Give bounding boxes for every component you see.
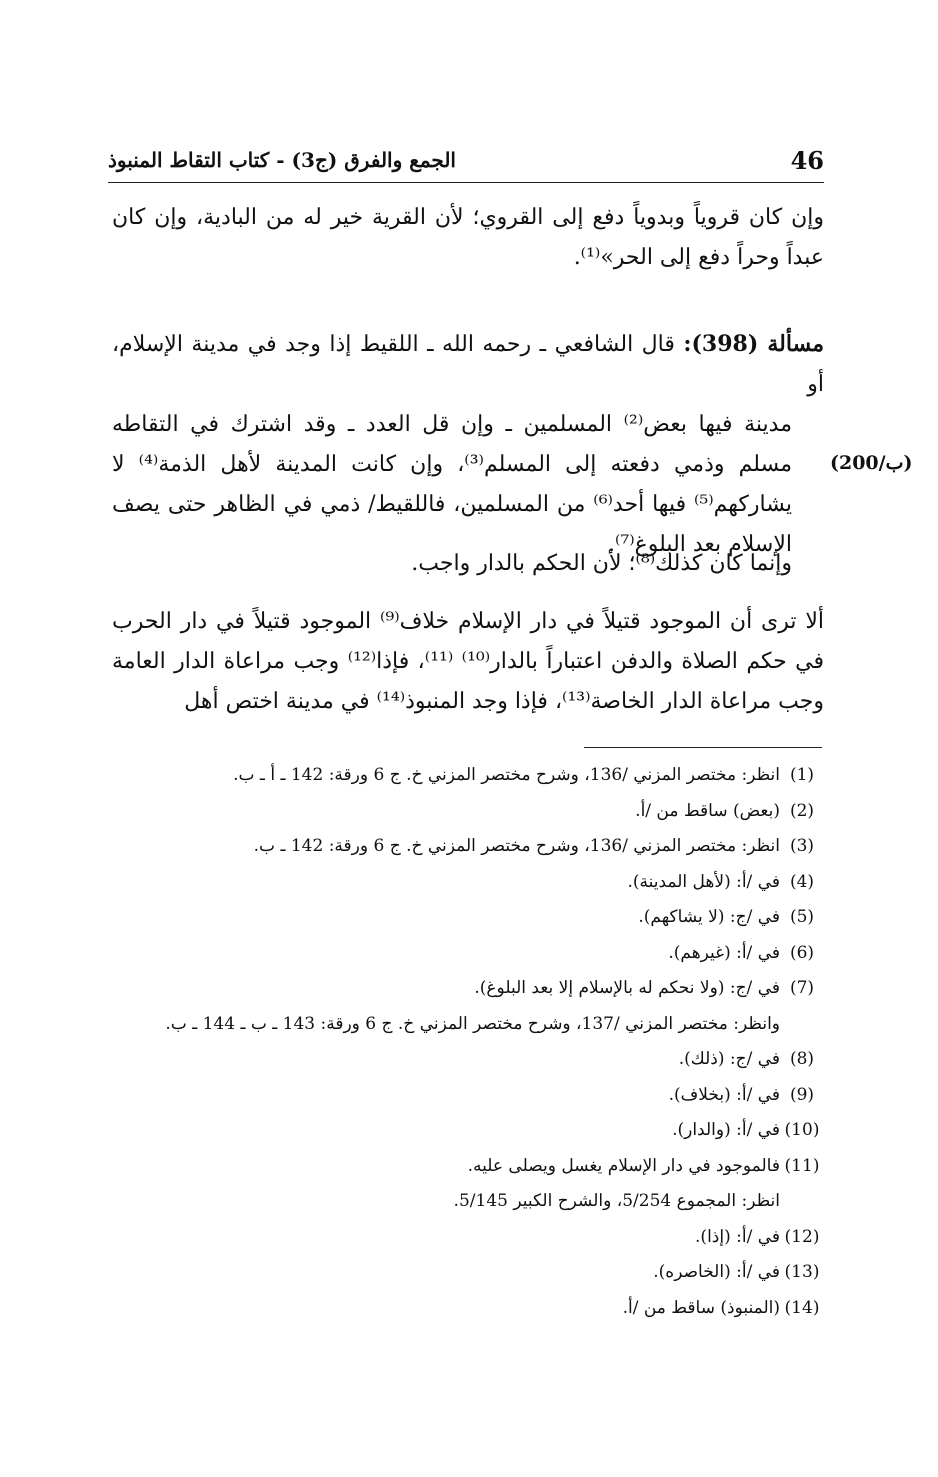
- footnote-number: (8): [789, 1049, 815, 1069]
- footnote: [100, 1220, 824, 1256]
- footnote-number: (14): [784, 1297, 820, 1318]
- paragraph-1: وإن كان قروياً وبدوياً دفع إلى القروي؛ لأن القرية خير له من البادية، وإن كان عبداً وحراً دفع إلى الحر»⁽¹⁾.: [112, 205, 824, 270]
- footnote: [100, 1255, 824, 1291]
- page-header: [108, 142, 824, 183]
- footnote-text: انظر: مختصر المزني /136، وشرح مختصر المزني خ. ج 6 ورقة: 142 ـ أ ـ ب.: [233, 765, 780, 785]
- masala-label: مسألة (398):: [683, 331, 824, 357]
- footnote-number: (9): [789, 1084, 815, 1105]
- footnotes: [100, 758, 824, 1326]
- footnote-number: (2): [789, 800, 815, 821]
- footnote-number: (7): [789, 978, 815, 998]
- footnote-text: (المنبوذ) ساقط من /أ.: [622, 1297, 780, 1318]
- footnote-text: (بعض) ساقط من /أ.: [635, 800, 780, 821]
- footnote-extra: انظر: المجموع 5/254، والشرح الكبير 5/145.: [453, 1191, 780, 1211]
- footnote: [100, 1042, 824, 1078]
- page-number: 46: [790, 146, 824, 175]
- footnote-number: (3): [789, 836, 815, 856]
- footnote-text: في /ج: (ذلك).: [678, 1049, 780, 1069]
- masala-text: قال الشافعي ـ رحمه الله ـ اللقيط إذا وجد في مدينة الإسلام، أو: [112, 332, 824, 397]
- footnote: [100, 794, 824, 830]
- footnote-text: في /أ: (غيرهم).: [668, 942, 780, 963]
- footnote: [100, 900, 824, 936]
- paragraph-4: ألا ترى أن الموجود قتيلاً في دار الإسلام خلاف⁽⁹⁾ الموجود قتيلاً في دار الحرب في حكم الصلاة والدفن اعتباراً بالدار⁽¹⁰⁾ ⁽¹¹⁾، فإذا⁽¹²⁾ وجب مراعاة الدار العامة وجب مراعاة الدار الخاصة⁽¹³⁾، فإذا وجد المنبوذ⁽¹⁴⁾ في مدينة اختص أهل: [112, 609, 824, 714]
- footnote-extra: وانظر: مختصر المزني /137، وشرح مختصر المزني خ. ج 6 ورقة: 143 ـ ب ـ 144 ـ ب.: [165, 1013, 780, 1034]
- footnote-text: في /أ: (إذا).: [695, 1226, 780, 1247]
- footnote: [100, 1149, 824, 1220]
- footnote-number: (5): [789, 907, 815, 927]
- footnote-text: في /أ: (والدار).: [672, 1120, 780, 1140]
- footnote: [100, 1113, 824, 1149]
- footnote-text: انظر: مختصر المزني /136، وشرح مختصر المزني خ. ج 6 ورقة: 142 ـ ب.: [253, 836, 780, 856]
- paragraph-3: وإنما كان كذلك⁽⁸⁾؛ لأن الحكم بالدار واجب.: [411, 551, 792, 576]
- footnote-number: (6): [789, 942, 815, 963]
- running-title: الجمع والفرق (ج3) - كتاب التقاط المنبوذ: [108, 148, 456, 172]
- footnote-text: فالموجود في دار الإسلام يغسل ويصلى عليه.: [467, 1155, 780, 1176]
- footnote-number: (12): [784, 1226, 820, 1247]
- footnote-text: في /ج: (لا يشاكهم).: [638, 907, 780, 927]
- footnote-text: في /أ: (بخلاف).: [668, 1084, 780, 1105]
- footnote-number: (1): [789, 765, 815, 785]
- footnote-number: (13): [784, 1262, 820, 1282]
- footnote-divider: [584, 747, 822, 748]
- masala-398: [112, 324, 824, 565]
- footnote: [100, 1078, 824, 1114]
- footnote-number: (11): [784, 1155, 820, 1176]
- footnote-number: (4): [789, 871, 815, 892]
- footnote-text: في /ج: (ولا نحكم له بالإسلام إلا بعد البلوغ).: [474, 978, 780, 998]
- footnote: [100, 865, 824, 901]
- footnote-text: في /أ: (الخاصره).: [653, 1262, 780, 1282]
- footnote: [100, 829, 824, 865]
- manuscript-folio-note: (200/ب): [830, 452, 913, 474]
- footnote: [100, 1291, 824, 1327]
- footnote-text: في /أ: (لأهل المدينة).: [627, 871, 780, 892]
- footnote: [100, 971, 824, 1042]
- footnote: [100, 758, 824, 794]
- footnote: [100, 936, 824, 972]
- masala-continuation: مدينة فيها بعض⁽²⁾ المسلمين ـ وإن قل العدد ـ وقد اشترك في التقاطه مسلم وذمي دفعته إلى المسلم⁽³⁾، وإن كانت المدينة لأهل الذمة⁽⁴⁾ لا يشاركهم⁽⁵⁾ فيها أحد⁽⁶⁾ من المسلمين، فاللقيط/ ذمي في الظاهر حتى يصف الإسلام بعد البلوغ⁽⁷⁾.: [112, 412, 792, 557]
- footnote-number: (10): [784, 1120, 820, 1140]
